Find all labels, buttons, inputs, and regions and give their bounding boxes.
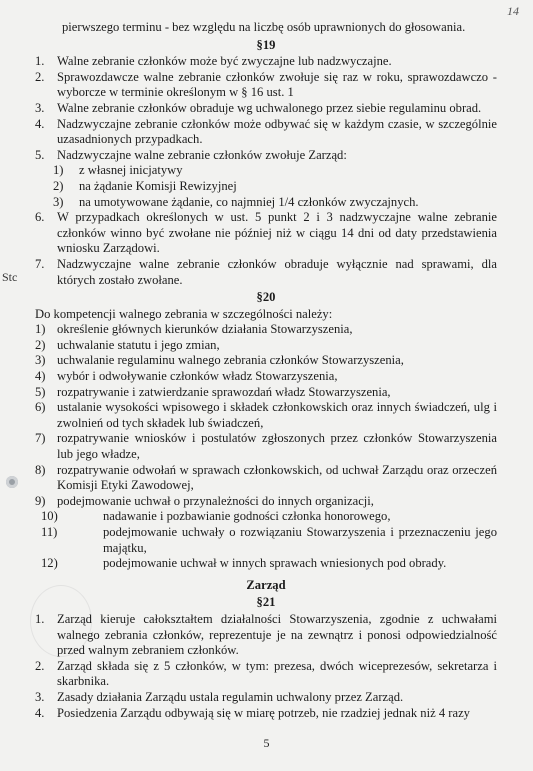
punch-hole <box>6 476 18 488</box>
section-20-intro: Do kompetencji walnego zebrania w szczególności należy: <box>35 306 333 321</box>
list-item: 6. W przypadkach określonych w ust. 5 punkt 2 i 3 nadzwyczajne walne zebranie członków winno być zwołane nie później niż w ciągu 14 dni od daty przedstawienia wniosku Zarządowi. <box>35 210 497 256</box>
list-item: 3) uchwalanie regulaminu walnego zebrania członków Stowarzyszenia, <box>35 353 404 368</box>
list-item: 3. Walne zebranie członków obraduje wg uchwalonego przez siebie regulaminu obrad. <box>35 100 482 115</box>
list-item: 4. Posiedzenia Zarządu odbywają się w miarę potrzeb, nie rzadziej jednak niż 4 razy <box>35 705 470 720</box>
section-19-list <box>35 54 497 288</box>
list-item: 2) uchwalanie statutu i jego zmian, <box>35 337 220 352</box>
section-21-list <box>35 612 497 721</box>
list-item: 4) wybór i odwoływanie członków władz Stowarzyszenia, <box>35 369 338 384</box>
list-item: 3. Zasady działania Zarządu ustala regulamin uchwalony przez Zarząd. <box>35 689 404 704</box>
page-number: 5 <box>263 736 270 750</box>
list-item: 1) określenie głównych kierunków działania Stowarzyszenia, <box>35 322 353 337</box>
top-continuation: pierwszego terminu - bez względu na liczbę osób uprawnionych do głosowania. <box>62 20 466 34</box>
list-item: 4. Nadzwyczajne zebranie członków może odbywać się w każdym czasie, w szczególnie uzasadnionych przypadkach. <box>35 116 497 147</box>
list-item: 1. Zarząd kieruje całokształtem działalności Stowarzyszenia, zgodnie z uchwałami walnego zebrania członków, reprezentuje je na zewnątrz i ponosi odpowiedzialność przed walnym zebraniem członków. <box>35 611 497 658</box>
list-item: 1. Walne zebranie członków może być zwyczajne lub nadzwyczajne. <box>35 54 392 69</box>
section-20-list <box>35 322 497 572</box>
list-item: 11) podejmowanie uchwały o rozwiązaniu Stowarzyszenia i przeznaczeniu jego majątku, <box>41 525 497 555</box>
section-21-heading: §21 <box>256 595 276 610</box>
list-item: 7. Nadzwyczajne walne zebranie członków obraduje wyłącznie nad sprawami, dla których zostało zwołane. <box>35 256 497 287</box>
list-item: 2. Zarząd składa się z 5 członków, w tym: prezesa, dwóch wiceprezesów, sekretarza i skarbnika. <box>35 658 497 689</box>
handwritten-page-number: 14 <box>507 4 519 18</box>
list-item: 9) podejmowanie uchwał o przynależności do innych organizacji, <box>35 493 374 508</box>
list-item: 2. Sprawozdawcze walne zebranie członków zwołuje się raz w roku, sprawozdawczo - wyborcze w terminie określonym w § 16 ust. 1 <box>35 69 497 100</box>
section-20-heading: §20 <box>256 290 276 305</box>
margin-text-fragment: Stc <box>2 270 18 284</box>
sub-list-item: 2) na żądanie Komisji Rewizyjnej <box>53 178 237 193</box>
list-item: 5) rozpatrywanie i zatwierdzanie sprawozdań władz Stowarzyszenia, <box>35 384 391 399</box>
list-item: 7) rozpatrywanie wniosków i postulatów zgłoszonych przez członków Stowarzyszenia lub jego władze, <box>35 431 497 462</box>
sub-list-item: 1) z własnej inicjatywy <box>53 163 183 178</box>
zarzad-title: Zarząd <box>246 577 286 592</box>
list-item: 10) nadawanie i pozbawianie godności członka honorowego, <box>41 509 391 524</box>
list-item: 5. Nadzwyczajne walne zebranie członków zwołuje Zarząd: <box>35 147 347 162</box>
document-body <box>35 20 497 721</box>
list-item: 12) podejmowanie uchwał w innych sprawach wniesionych pod obrady. <box>41 556 447 571</box>
list-item: 6) ustalanie wysokości wpisowego i składek członkowskich oraz innych świadczeń, ulg i zwolnień od tych składek lub świadczeń, <box>35 400 497 430</box>
section-19-heading: §19 <box>256 37 276 52</box>
list-item: 8) rozpatrywanie odwołań w sprawach członkowskich, od uchwał Zarządu oraz orzeczeń Komisji Etyki Zawodowej, <box>35 462 497 493</box>
sub-list-item: 3) na umotywowane żądanie, co najmniej 1/4 członków zwyczajnych. <box>53 194 419 209</box>
